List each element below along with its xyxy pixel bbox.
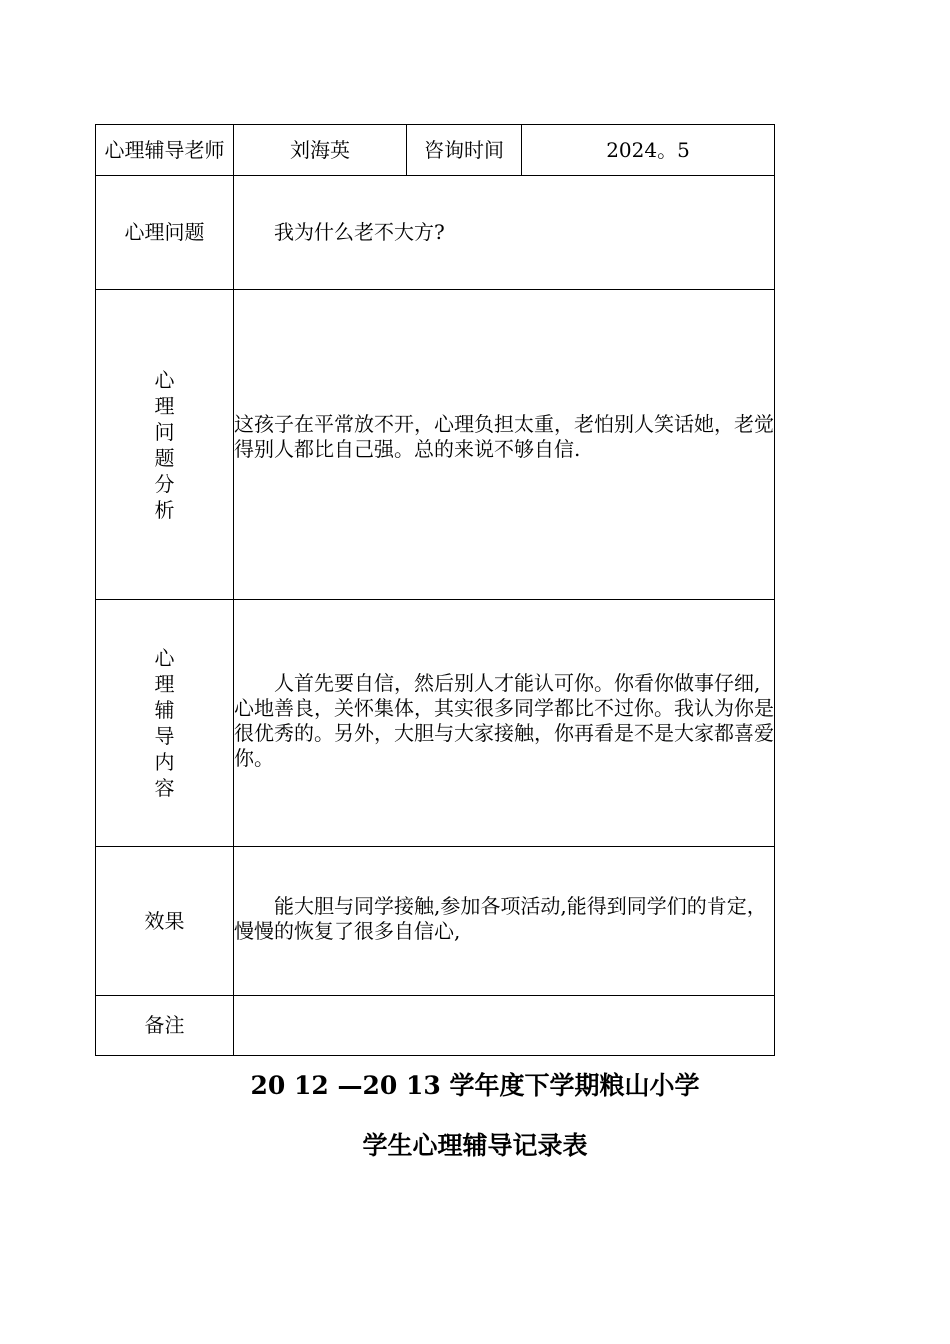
problem-text xyxy=(234,176,775,290)
time-label: 咨询时间 xyxy=(407,125,522,176)
content-cell xyxy=(234,600,775,847)
teacher-label: 心理辅导老师 xyxy=(96,125,234,176)
document-title-line2: 学生心理辅导记录表 xyxy=(362,1131,588,1160)
content-label xyxy=(96,600,234,847)
analysis-text: 这孩子在平常放不开，心理负担太重，老怕别人笑话她，老觉得别人都比自己强。总的来说不够自信. xyxy=(234,411,774,461)
content-text: 人首先要自信，然后别人才能认可你。你看你做事仔细,心地善良，关怀集体，其实很多同学都比不过你。我认为你是很优秀的。另外，大胆与大家接触，你再看是不是大家都喜爱你。 xyxy=(234,671,774,770)
content-label-text: 心理辅导内容 xyxy=(154,646,175,800)
counseling-record-table xyxy=(95,124,775,1056)
problem-text-body: 我为什么老不大方? xyxy=(274,219,445,244)
remark-label: 备注 xyxy=(96,996,234,1056)
effect-text: 能大胆与同学接触,参加各项活动,能得到同学们的肯定，慢慢的恢复了很多自信心, xyxy=(234,894,767,943)
analysis-label-text: 心理问题分析 xyxy=(154,367,175,522)
document-title-line1: 20 12 —20 13 学年度下学期粮山小学 xyxy=(250,1071,700,1100)
effect-cell xyxy=(234,847,775,996)
analysis-cell xyxy=(234,290,775,600)
remark-text xyxy=(234,996,775,1056)
teacher-name: 刘海英 xyxy=(234,125,407,176)
analysis-label xyxy=(96,290,234,600)
effect-label: 效果 xyxy=(96,847,234,996)
time-value: 2024。5 xyxy=(522,125,775,176)
problem-label: 心理问题 xyxy=(96,176,234,290)
